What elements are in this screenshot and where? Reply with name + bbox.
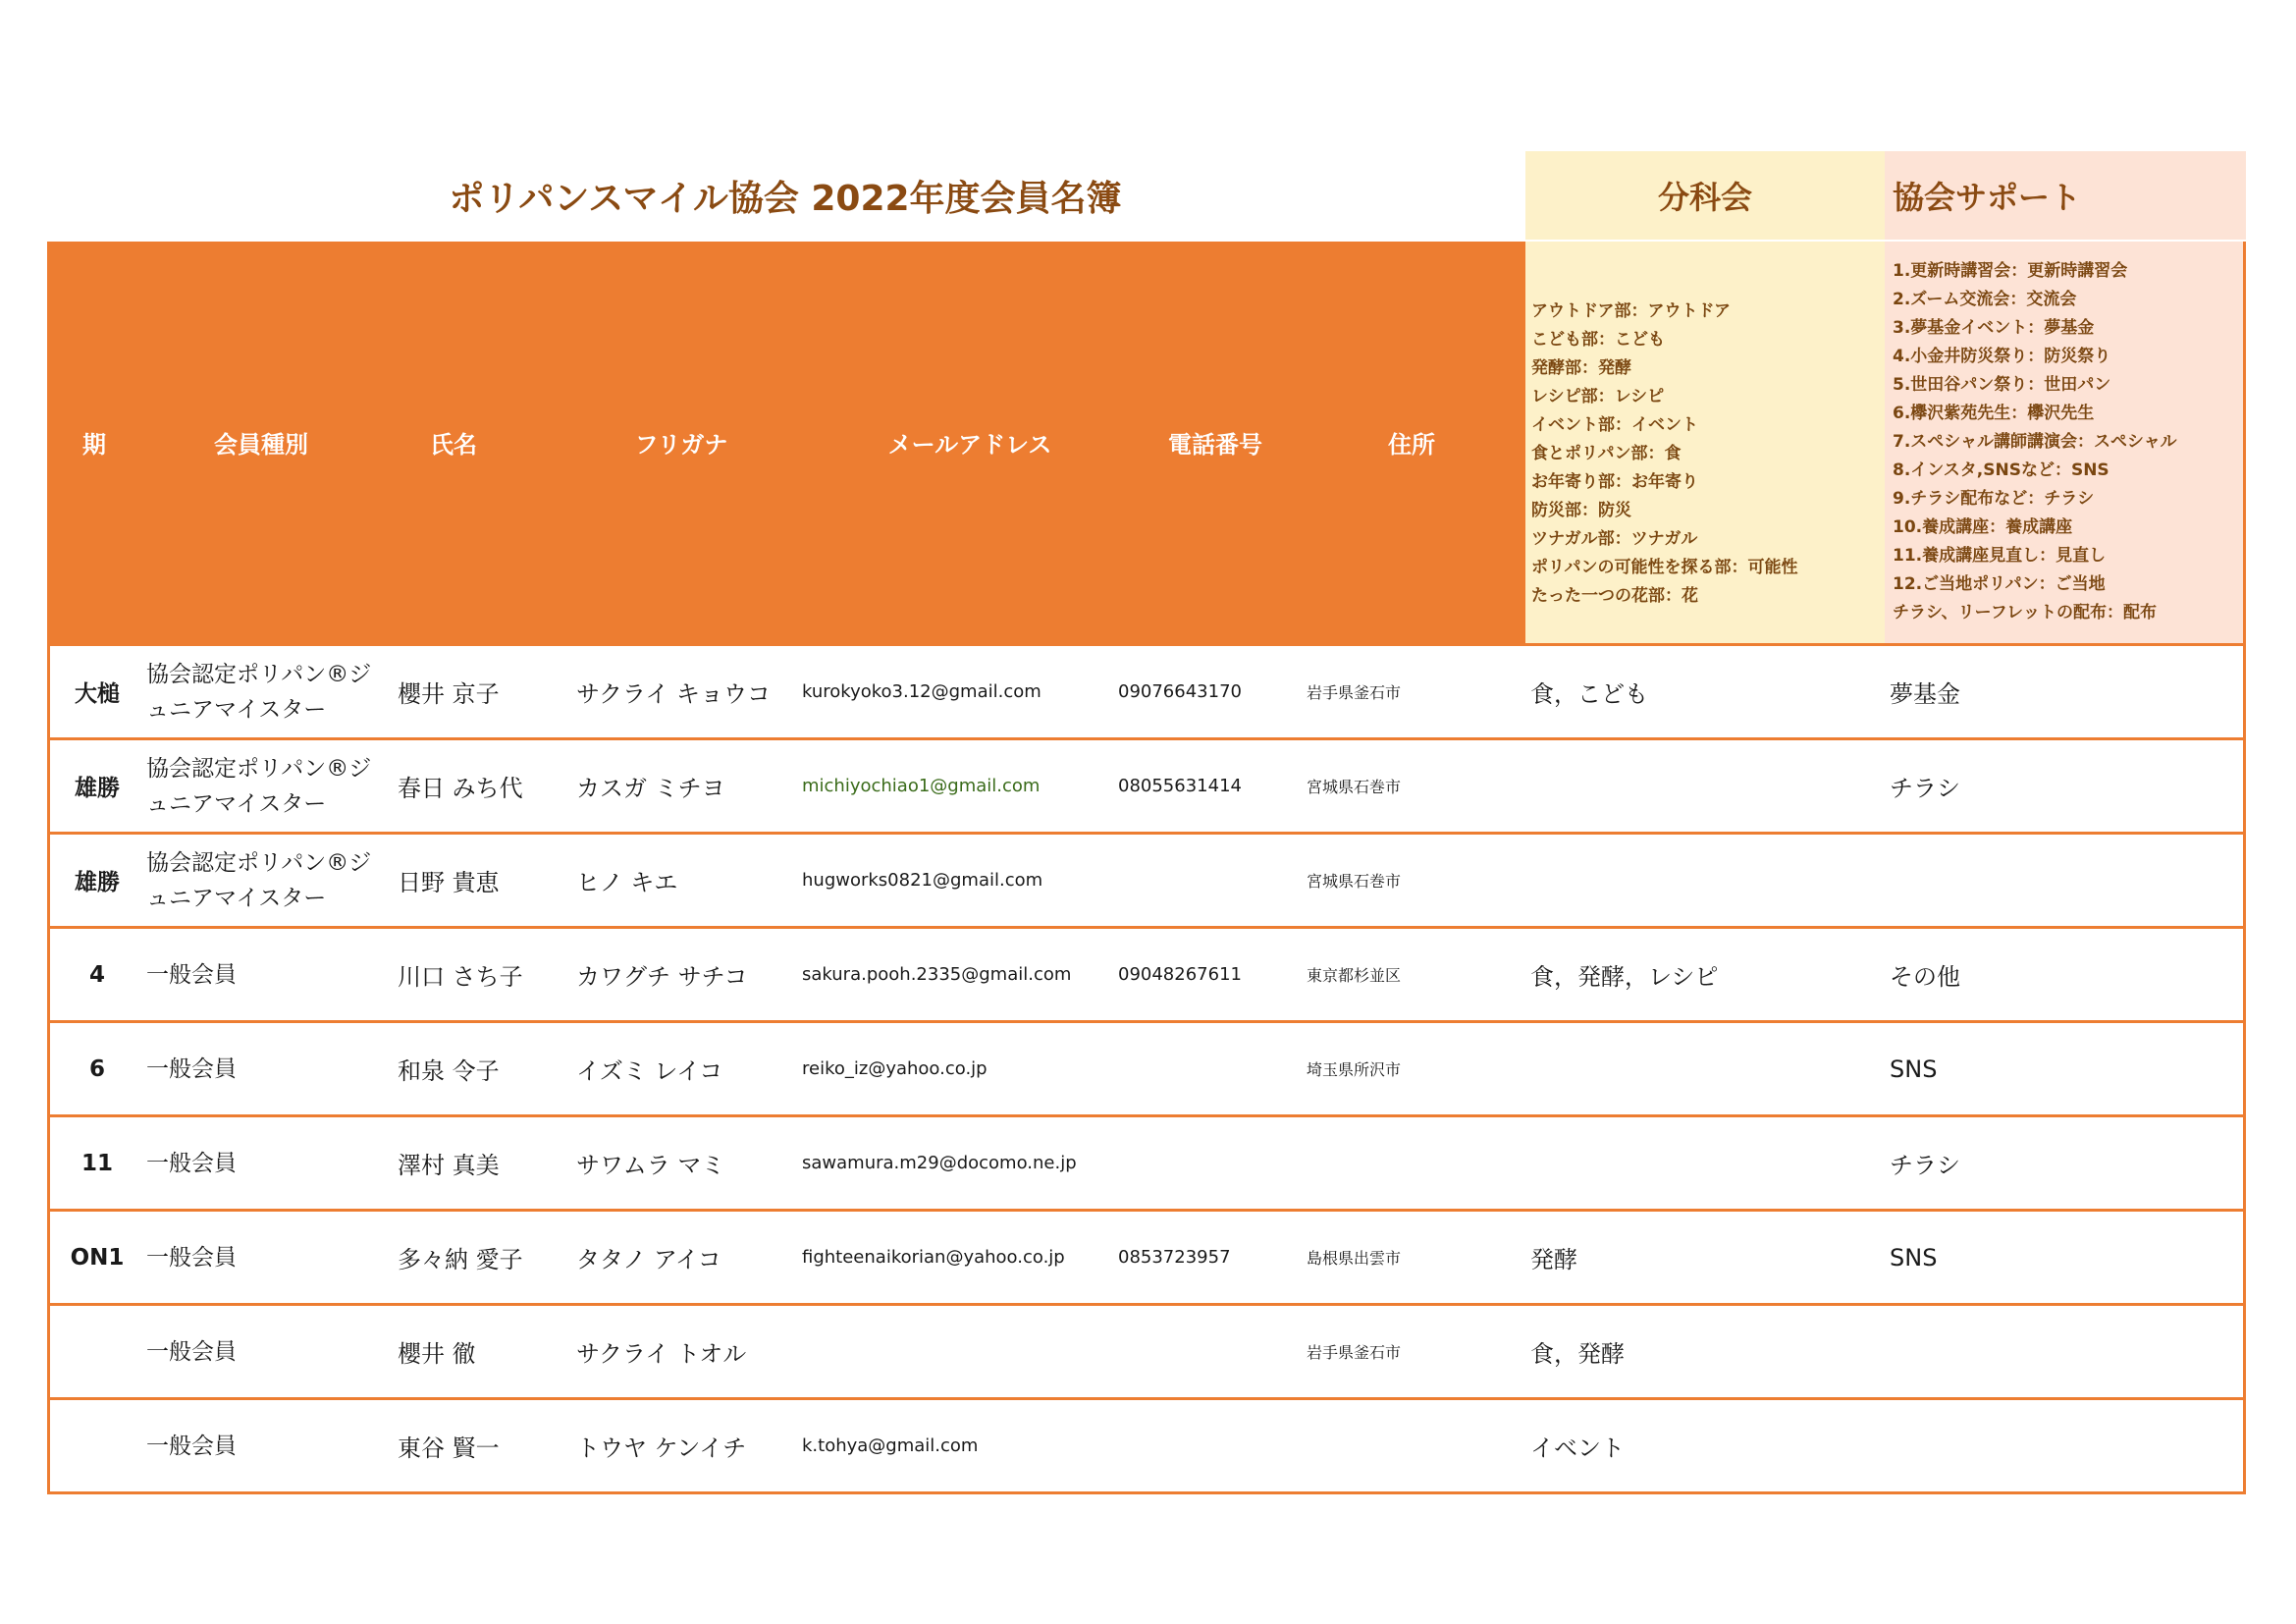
cell-support (1890, 1400, 2243, 1491)
cell-addr (1307, 1117, 1522, 1209)
table-header (47, 242, 2246, 646)
legend-item: 発酵部：発酵 (1531, 358, 1631, 378)
legend-item: チラシ、リーフレットの配布：配布 (1893, 603, 2157, 623)
cell-name: 東谷 賢一 (398, 1435, 500, 1462)
cell-tel: 08055631414 (1118, 776, 1242, 796)
legend-item: 4.小金井防災祭り：防災祭り (1893, 347, 2111, 366)
table-row (50, 1212, 2243, 1306)
cell-mail: sawamura.m29@docomo.ne.jp (802, 1153, 1077, 1173)
cell-bunka: 食，こども (1530, 680, 1648, 708)
legend-item: レシピ部：レシピ (1531, 387, 1665, 406)
cell-support: チラシ (1890, 775, 1960, 802)
legend-item: 食とポリパン部：食 (1531, 444, 1682, 463)
legend-item: 12.ご当地ポリパン：ご当地 (1893, 574, 2106, 594)
table-row (50, 835, 2243, 929)
cell-support: SNS (1890, 1055, 1938, 1083)
legend-item: ツナガル部：ツナガル (1531, 529, 1698, 549)
cell-ki: ON1 (70, 1244, 125, 1271)
cell-addr: 宮城県石巻市 (1307, 872, 1402, 891)
legend-item: 3.夢基金イベント：夢基金 (1893, 318, 2095, 338)
cell-name: 春日 みち代 (398, 775, 523, 802)
cell-support (1890, 1306, 2243, 1397)
col-name: 氏名 (430, 431, 477, 459)
cell-support: 夢基金 (1890, 680, 1960, 708)
cell-addr: 岩手県釜石市 (1307, 683, 1402, 702)
cell-ki: 4 (88, 961, 105, 988)
cell-tel (1118, 1023, 1295, 1114)
legend-item: 7.スペシャル講師講演会：スペシャル (1893, 432, 2177, 452)
col-type: 会員種別 (214, 431, 308, 459)
cell-ki (50, 1400, 144, 1491)
cell-tel: 09048267611 (1118, 964, 1242, 985)
cell-name: 櫻井 京子 (398, 680, 500, 708)
legend-item: 11.養成講座見直し：見直し (1893, 546, 2107, 566)
legend-item: 8.インスタ,SNSなど：SNS (1893, 460, 2109, 480)
legend-item: アウトドア部：アウトドア (1531, 301, 1731, 321)
cell-name: 櫻井 徹 (398, 1340, 476, 1368)
legend-item: 防災部：防災 (1531, 501, 1631, 520)
legend-item: 6.欅沢紫苑先生：欅沢先生 (1893, 404, 2095, 423)
cell-mail: sakura.pooh.2335@gmail.com (802, 964, 1072, 985)
cell-tel (1118, 1306, 1295, 1397)
cell-ki: 雄勝 (75, 776, 120, 801)
cell-type: 一般会員 (146, 1338, 237, 1365)
cell-bunka (1530, 1117, 1884, 1209)
cell-mail (802, 1306, 1116, 1397)
table-row (50, 929, 2243, 1023)
col-addr: 住所 (1388, 431, 1435, 459)
col-ki: 期 (82, 431, 106, 459)
cell-mail: kurokyoko3.12@gmail.com (802, 681, 1041, 702)
cell-addr: 岩手県釜石市 (1307, 1343, 1402, 1362)
cell-kana: サワムラ マミ (576, 1152, 725, 1179)
support-legend (1885, 242, 2246, 643)
cell-bunka: 食，発酵，レシピ (1530, 963, 1719, 991)
cell-addr (1307, 1400, 1522, 1491)
cell-name: 和泉 令子 (398, 1057, 500, 1085)
cell-type: 協会認定ポリパン®ジュニアマイスター (146, 849, 372, 911)
cell-kana: サクライ トオル (576, 1340, 747, 1368)
cell-tel: 09076643170 (1118, 681, 1242, 702)
legend-item: イベント部：イベント (1531, 415, 1698, 435)
cell-tel (1118, 1117, 1295, 1209)
cell-kana: トウヤ ケンイチ (576, 1435, 747, 1462)
bunka-header: 分科会 (1525, 151, 1885, 240)
col-kana: フリガナ (634, 431, 728, 459)
cell-support: その他 (1890, 963, 1960, 991)
cell-support (1890, 835, 2243, 926)
cell-kana: サクライ キョウコ (576, 680, 771, 708)
cell-kana: ヒノ キエ (576, 869, 678, 896)
cell-ki: 大槌 (75, 681, 120, 707)
cell-bunka: 発酵 (1530, 1246, 1577, 1273)
table-row (50, 1306, 2243, 1400)
cell-bunka: 食，発酵 (1530, 1340, 1625, 1368)
cell-mail: fighteenaikorian@yahoo.co.jp (802, 1247, 1065, 1268)
cell-type: 一般会員 (146, 1244, 237, 1271)
cell-support: チラシ (1890, 1152, 1960, 1179)
cell-mail: michiyochiao1@gmail.com (802, 776, 1041, 796)
bunka-legend (1525, 242, 1885, 643)
cell-ki: 11 (80, 1150, 113, 1176)
support-header: 協会サポート (1885, 151, 2246, 240)
cell-name: 澤村 真美 (398, 1152, 500, 1179)
cell-ki: 6 (88, 1056, 105, 1082)
cell-bunka (1530, 1023, 1884, 1114)
cell-bunka (1530, 835, 1884, 926)
cell-bunka (1530, 740, 1884, 832)
table-row (50, 1023, 2243, 1117)
cell-name: 川口 さち子 (398, 963, 523, 991)
cell-tel: 0853723957 (1118, 1247, 1231, 1268)
legend-item: 2.ズーム交流会：交流会 (1893, 290, 2077, 309)
table-row (50, 1400, 2243, 1494)
cell-ki: 雄勝 (75, 870, 120, 895)
legend-item: こども部：こども (1531, 330, 1665, 350)
cell-support: SNS (1890, 1243, 1938, 1272)
cell-type: 一般会員 (146, 1433, 237, 1459)
legend-item: 9.チラシ配布など：チラシ (1893, 489, 2095, 509)
cell-kana: カスガ ミチヨ (576, 775, 725, 802)
member-table (47, 646, 2246, 1494)
cell-ki (50, 1306, 144, 1397)
cell-kana: イズミ レイコ (576, 1057, 723, 1085)
cell-tel (1118, 835, 1295, 926)
cell-mail: hugworks0821@gmail.com (802, 870, 1043, 891)
cell-mail: k.tohya@gmail.com (802, 1435, 979, 1456)
table-row (50, 646, 2243, 740)
cell-kana: タタノ アイコ (576, 1246, 721, 1273)
cell-addr: 宮城県石巻市 (1307, 778, 1402, 796)
col-tel: 電話番号 (1168, 431, 1262, 459)
legend-item: 5.世田谷パン祭り：世田パン (1893, 375, 2111, 395)
legend-item: たった一つの花部：花 (1531, 586, 1698, 606)
legend-item: 1.更新時講習会：更新時講習会 (1893, 261, 2128, 281)
table-row (50, 740, 2243, 835)
cell-mail: reiko_iz@yahoo.co.jp (802, 1058, 988, 1079)
cell-type: 一般会員 (146, 961, 237, 988)
cell-addr: 埼玉県所沢市 (1307, 1060, 1402, 1079)
col-mail: メールアドレス (887, 431, 1052, 459)
cell-type: 一般会員 (146, 1056, 237, 1082)
cell-type: 協会認定ポリパン®ジュニアマイスター (146, 661, 372, 723)
table-row (50, 1117, 2243, 1212)
cell-tel (1118, 1400, 1295, 1491)
cell-addr: 東京都杉並区 (1307, 966, 1402, 985)
legend-item: お年寄り部：お年寄り (1531, 472, 1698, 492)
cell-name: 多々納 愛子 (398, 1246, 523, 1273)
legend-item: ポリパンの可能性を探る部：可能性 (1531, 558, 1798, 577)
cell-type: 一般会員 (146, 1150, 237, 1176)
cell-kana: カワグチ サチコ (576, 963, 748, 991)
cell-bunka: イベント (1530, 1435, 1625, 1462)
page-title: ポリパンスマイル協会 2022年度会員名簿 (449, 178, 1122, 219)
legend-item: 10.養成講座：養成講座 (1893, 517, 2073, 537)
cell-addr: 島根県出雲市 (1307, 1249, 1402, 1268)
cell-name: 日野 貴恵 (398, 869, 500, 896)
cell-type: 協会認定ポリパン®ジュニアマイスター (146, 755, 372, 817)
